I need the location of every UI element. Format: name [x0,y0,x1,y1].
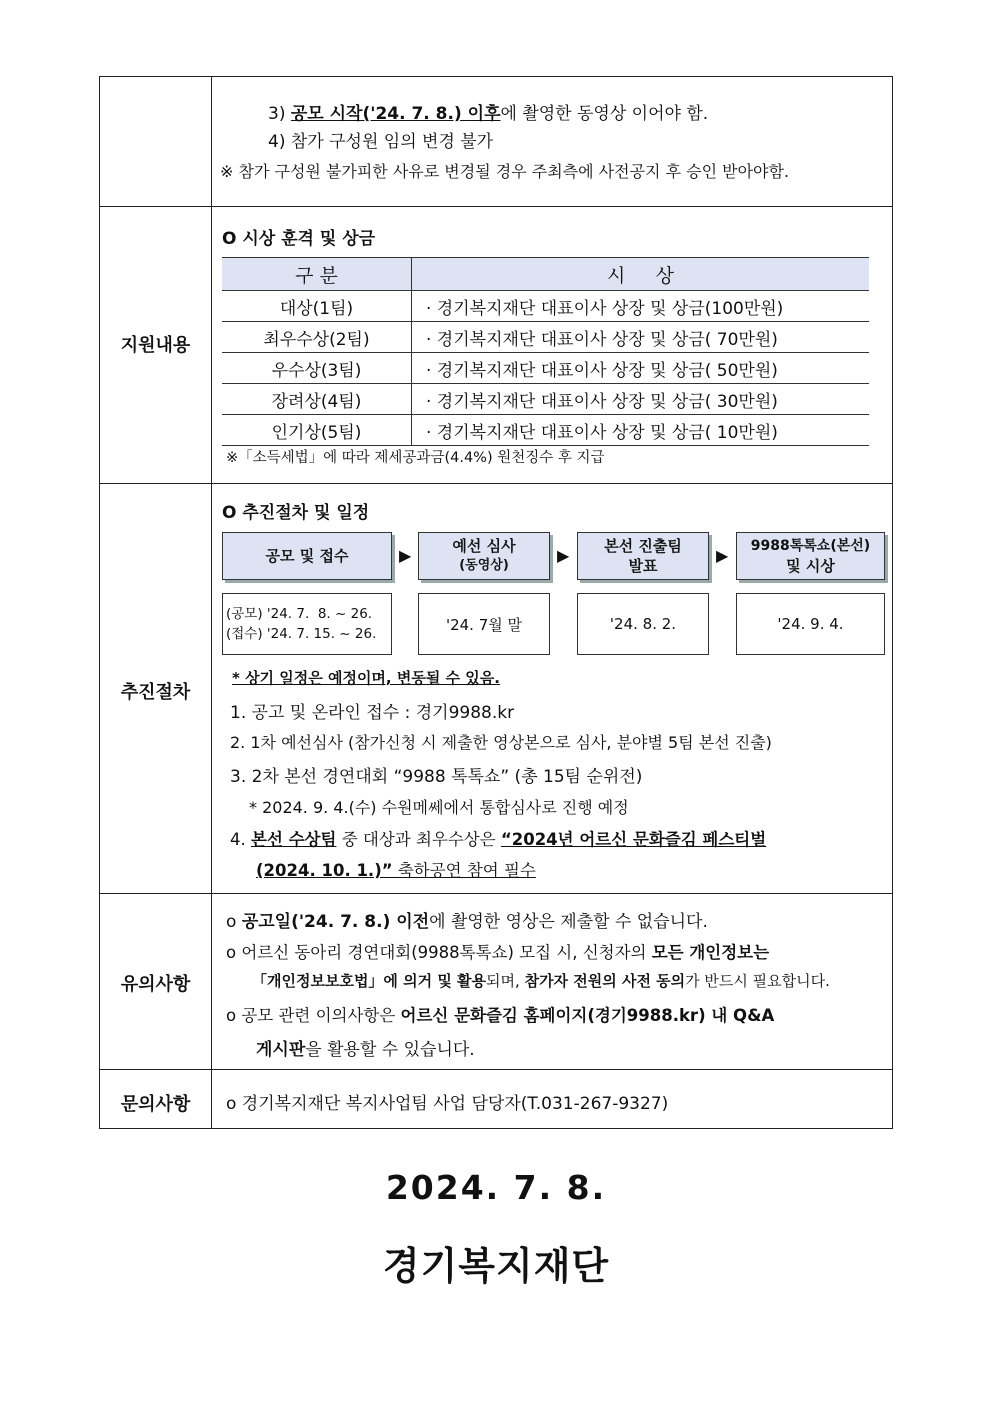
top-line-1-bold: 공모 시작('24. 7. 8.) 이후 [290,104,501,124]
caution-line-5 [256,1035,475,1060]
caution-label: 유의사항 [120,974,191,995]
caution-bold: 모든 개인정보는 [651,943,770,962]
process-heading: O 추진절차 및 일정 [222,503,370,523]
caution-text: 가 반드시 필요합니다. [685,972,830,990]
prize-award: · 경기복지재단 대표이사 상장 및 상금( 10만원) [412,415,870,446]
caution-text: 공모 관련 이의사항은 [241,1006,401,1025]
step-line: 및 시상 [786,557,835,575]
prize-award: · 경기복지재단 대표이사 상장 및 상금(100만원) [412,291,870,322]
prize-table [222,257,869,446]
caution-line-4 [226,1002,774,1026]
step-line: 예선 심사 [452,537,516,555]
process-step-apply [222,532,392,580]
prize-category: 최우수상(2팀) [222,322,412,353]
date-line: '24. 7월 말 [445,615,523,634]
bullet: o [226,1006,242,1025]
date-line: '24. 9. 4. [777,615,844,633]
caution-bold: 게시판 [256,1040,306,1060]
item4-bold: “2024년 어르신 문화즐김 페스티벌 [500,830,767,849]
process-item-4 [230,826,766,850]
arrow-icon: ▶ [557,546,570,565]
caution-bold: 참가자 전원의 사전 동의 [524,972,686,990]
process-date-finalists [577,593,709,655]
support-label: 지원내용 [120,335,191,356]
prize-category: 인기상(5팀) [222,415,412,446]
prize-award: · 경기복지재단 대표이사 상장 및 상금( 70만원) [412,322,870,353]
contact-text: o 경기복지재단 복지사업팀 사업 담당자(T.031-267-9327) [226,1094,669,1114]
tax-note: ※「소득세법」에 따라 제세공과금(4.4%) 원천징수 후 지급 [226,450,605,466]
caution-bold: 「개인정보보호법」에 의거 및 활용 [252,972,487,990]
prize-table-header [222,258,869,291]
caution-text: 을 활용할 수 있습니다. [305,1040,475,1060]
bullet: o [226,912,242,932]
top-note: ※ 참가 구성원 불가피한 사유로 변경될 경우 주최측에 사전공지 후 승인 받아야함. [220,162,790,181]
date-line: (공모) '24. 7. 8. ~ 26. [226,606,373,622]
date-line: '24. 8. 2. [609,615,677,633]
top-line-2: 4) 참가 구성원 임의 변경 불가 [268,132,494,152]
prize-header-category: 구 분 [222,258,412,291]
caution-line-2 [226,939,769,963]
process-date-prelim [418,593,550,655]
top-line-1 [268,99,708,124]
table-row [222,322,869,353]
support-heading: O 시상 훈격 및 상금 [222,229,376,249]
process-item-4-cont [256,857,536,881]
step-line: (동영상) [459,558,509,573]
caution-bold: 어르신 문화즐김 홈페이지(경기9988.kr) 내 Q&A [400,1006,775,1025]
footer-date: 2024. 7. 8. [385,1168,607,1207]
process-date-final [736,593,885,655]
row-divider [100,483,892,484]
arrow-icon: ▶ [716,546,729,565]
item4-bold: 본선 수상팀 [251,830,337,849]
process-step-prelim [418,532,550,580]
top-line-1-prefix: 3) [268,104,291,124]
column-divider [211,77,212,1128]
prize-category: 장려상(4팀) [222,384,412,415]
row-divider [100,206,892,207]
schedule-notice: * 상기 일정은 예정이며, 변동될 수 있음. [232,669,500,687]
item4-prefix: 4. [230,830,251,849]
bullet: o [226,943,242,962]
item4-mid: 중 대상과 최우수상은 [336,830,501,849]
step-line: 공모 및 접수 [265,547,349,565]
date-line: (접수) '24. 7. 15. ~ 26. [226,626,377,642]
footer-organization: 경기복지재단 [382,1244,610,1288]
row-divider [100,893,892,894]
caution-text: 에 촬영한 영상은 제출할 수 없습니다. [429,912,708,932]
arrow-icon: ▶ [399,546,412,565]
process-item-1: 1. 공고 및 온라인 접수 : 경기9988.kr [230,703,515,723]
process-date-apply [222,593,392,655]
contact-label: 문의사항 [120,1094,191,1115]
caution-text: 어르신 동아리 경연대회(9988톡톡쇼) 모집 시, 신청자의 [241,943,652,962]
process-item-2: 2. 1차 예선심사 (참가신청 시 제출한 영상본으로 심사, 분야별 5팀 본선 진출) [230,733,772,752]
row-divider [100,1069,892,1070]
table-row [222,415,869,446]
prize-category: 대상(1팀) [222,291,412,322]
step-line: 발표 [628,557,658,575]
process-item-3: 3. 2차 본선 경연대회 “9988 톡톡쇼” (총 15팀 순위전) [230,767,643,787]
caution-text: 되며, [486,972,525,990]
process-step-finalists [577,532,709,580]
step-line: 본선 진출팀 [604,537,682,555]
prize-header-award: 시 상 [412,258,870,291]
step-line: 9988톡톡쇼(본선) [750,538,871,554]
process-step-final [736,532,885,580]
prize-award: · 경기복지재단 대표이사 상장 및 상금( 30만원) [412,384,870,415]
caution-line-1 [226,907,708,932]
table-row [222,384,869,415]
top-line-1-suffix: 에 촬영한 동영상 이어야 함. [500,104,709,124]
table-row [222,353,869,384]
table-row [222,291,869,322]
prize-award: · 경기복지재단 대표이사 상장 및 상금( 50만원) [412,353,870,384]
process-item-3-note: * 2024. 9. 4.(수) 수원메쎄에서 통합심사로 진행 예정 [249,798,629,817]
item4-end: 축하공연 참여 필수 [392,861,536,880]
process-label: 추진절차 [120,682,191,703]
prize-category: 우수상(3팀) [222,353,412,384]
caution-line-3 [252,970,830,991]
item4-bold: (2024. 10. 1.)” [256,861,393,880]
caution-bold: 공고일('24. 7. 8.) 이전 [241,912,430,932]
